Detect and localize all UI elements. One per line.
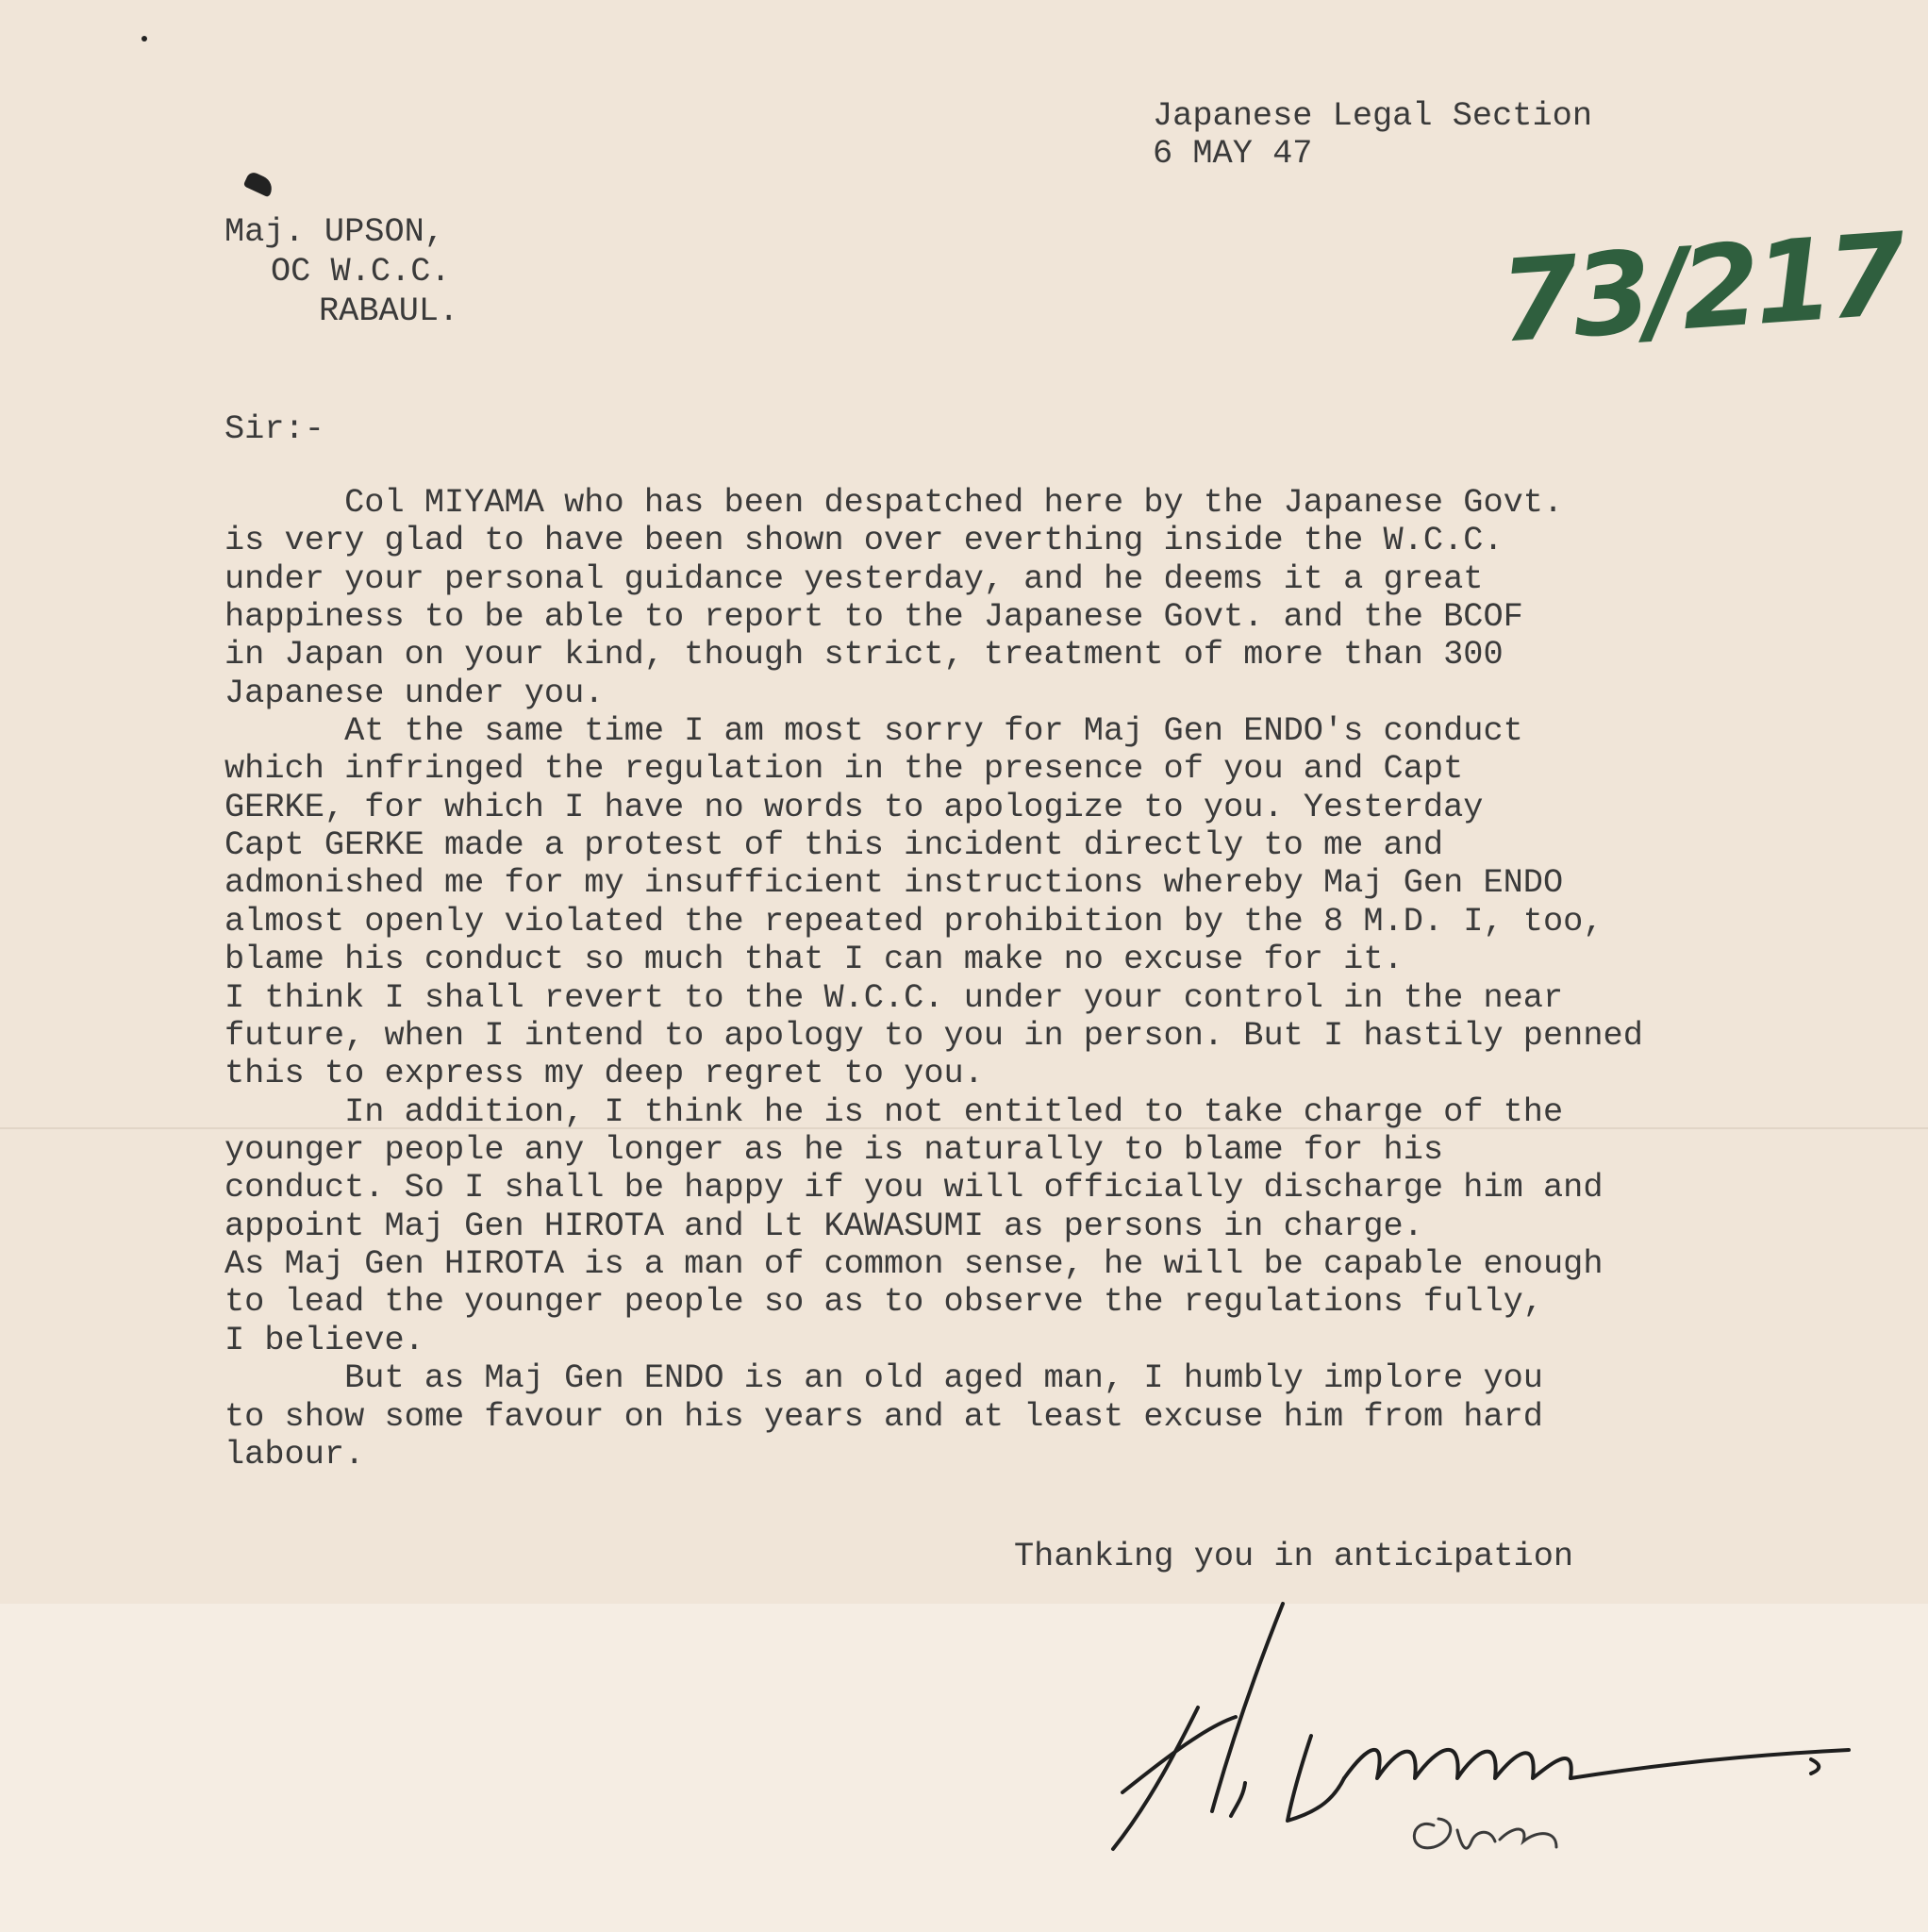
body-line: Col MIYAMA who has been despatched here by the Japanese Govt. — [224, 484, 1564, 522]
punch-mark — [243, 171, 276, 198]
body-line: to show some favour on his years and at least excuse him from hard — [224, 1398, 1543, 1436]
body-line: Capt GERKE made a protest of this incident directly to me and — [224, 826, 1444, 864]
body-line: happiness to be able to report to the Japanese Govt. and the BCOF — [224, 598, 1523, 636]
letter-date: 6 MAY 47 — [1153, 135, 1313, 173]
body-line: is very glad to have been shown over everthing inside the W.C.C. — [224, 522, 1504, 559]
recipient-name: Maj. UPSON, — [224, 213, 444, 251]
body-line: blame his conduct so much that I can make no excuse for it. — [224, 941, 1404, 978]
body-line: to lead the younger people so as to observe the regulations fully, — [224, 1283, 1543, 1321]
section-name: Japanese Legal Section — [1153, 97, 1592, 135]
body-line: conduct. So I shall be happy if you will officially discharge him and — [224, 1169, 1604, 1207]
handwritten-signature — [1094, 1594, 1868, 1858]
body-line: At the same time I am most sorry for Maj Gen ENDO's conduct — [224, 712, 1523, 750]
body-line: younger people any longer as he is naturally to blame for his — [224, 1131, 1444, 1169]
closing-line: Thanking you in anticipation — [1014, 1538, 1574, 1575]
body-line: in Japan on your kind, though strict, treatment of more than 300 — [224, 636, 1504, 674]
body-line: almost openly violated the repeated prohibition by the 8 M.D. I, too, — [224, 903, 1604, 941]
body-line: appoint Maj Gen HIROTA and Lt KAWASUMI as persons in charge. — [224, 1208, 1423, 1245]
body-line: admonished me for my insufficient instructions whereby Maj Gen ENDO — [224, 864, 1564, 902]
body-line: I think I shall revert to the W.C.C. under your control in the near — [224, 979, 1564, 1017]
body-line: But as Maj Gen ENDO is an old aged man, I humbly implore you — [224, 1359, 1543, 1397]
body-line: under your personal guidance yesterday, and he deems it a great — [224, 560, 1484, 598]
body-line: this to express my deep regret to you. — [224, 1055, 984, 1092]
body-line: I believe. — [224, 1322, 424, 1359]
paper-speck — [141, 36, 147, 42]
body-line: GERKE, for which I have no words to apologize to you. Yesterday — [224, 789, 1484, 826]
body-line: labour. — [224, 1436, 365, 1474]
body-line: Japanese under you. — [224, 675, 605, 712]
recipient-unit: OC W.C.C. — [271, 253, 451, 291]
file-number-stamp: 73/217 — [1495, 209, 1905, 369]
recipient-location: RABAUL. — [319, 292, 459, 330]
body-line: which infringed the regulation in the presence of you and Capt — [224, 750, 1464, 788]
body-line: future, when I intend to apology to you in person. But I hastily penned — [224, 1017, 1643, 1055]
salutation: Sir:- — [224, 410, 324, 448]
body-line: In addition, I think he is not entitled to take charge of the — [224, 1093, 1564, 1131]
body-line: As Maj Gen HIROTA is a man of common sense, he will be capable enough — [224, 1245, 1604, 1283]
